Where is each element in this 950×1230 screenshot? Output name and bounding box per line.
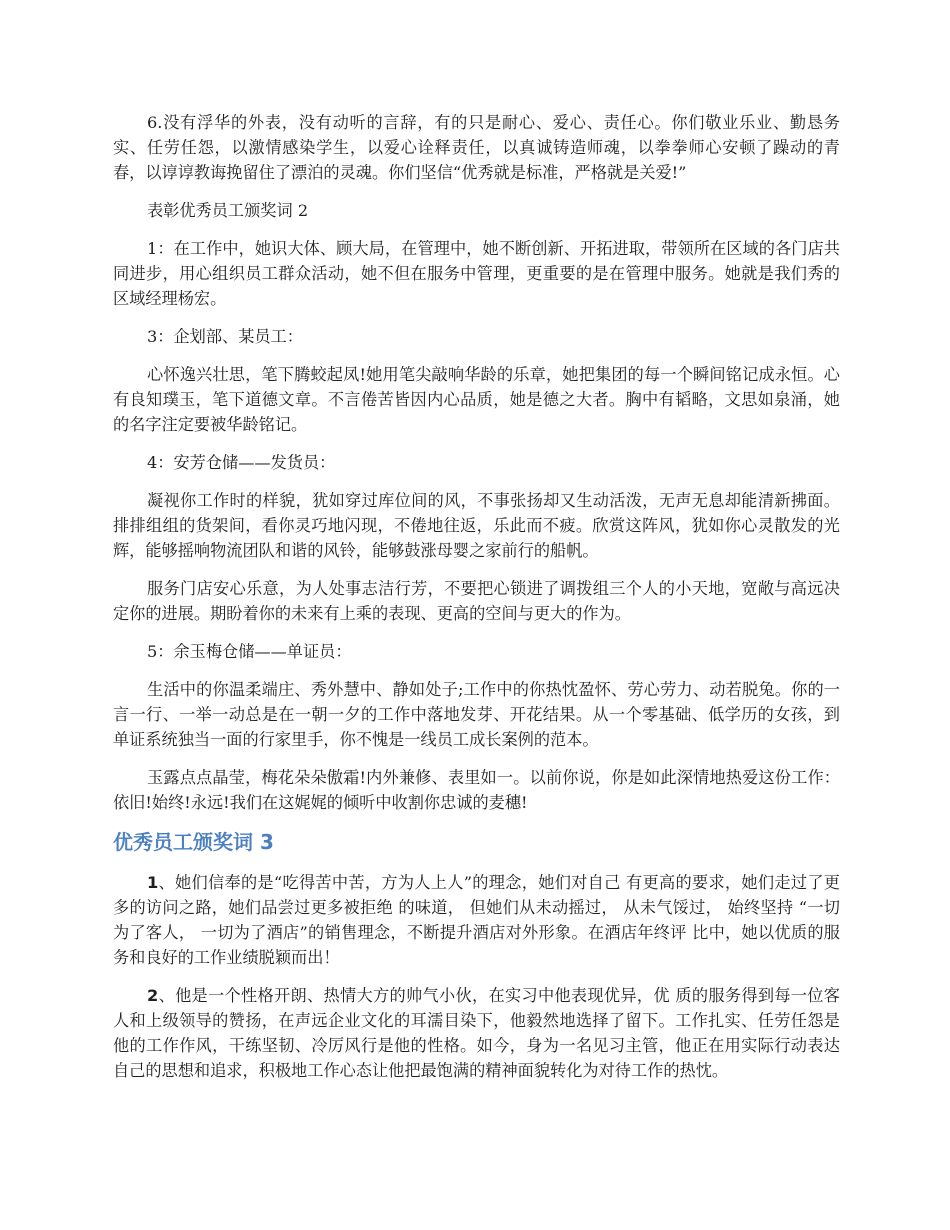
document-page <box>113 110 840 1096</box>
paragraph-item-5-body: 生活中的你温柔端庄、秀外慧中、静如处子;工作中的你热忱盈怀、劳心劳力、动若脱兔。你的一言一行、一举一动总是在一朝一夕的工作中落地发芽、开花结果。从一个零基础、低学历的女孩，到单证系统独当一面的行家里手，你不愧是一线员工成长案例的范本。 <box>113 680 840 749</box>
paragraph-item-1: 1：在工作中，她识大体、顾大局，在管理中，她不断创新、开拓进取，带领所在区域的各门店共同进步，用心组织员工群众活动，她不但在服务中管理，更重要的是在管理中服务。她就是我们秀的区域经理杨宏。 <box>113 239 840 308</box>
paragraph-item-5-body-2: 玉露点点晶莹，梅花朵朵傲霜!内外兼修、表里如一。以前你说，你是如此深情地热爱这份工作：依旧!始终!永远!我们在这娓娓的倾听中收割你忠诚的麦穗! <box>113 768 840 812</box>
paragraph-item-3-body: 心怀逸兴壮思，笔下腾蛟起凤!她用笔尖敲响华龄的乐章，她把集团的每一个瞬间铭记成永恒。心有良知璞玉，笔下道德文章。不言倦苦皆因内心品质，她是德之大者。胸中有韬略，文思如泉涌，她的名字注定要被华龄铭记。 <box>113 365 840 434</box>
paragraph-item-3-title: 3：企划部、某员工： <box>147 327 303 346</box>
paragraph-number: 1 <box>147 873 159 892</box>
section-heading: 优秀员工颁奖词 3 <box>113 830 274 854</box>
subheading-award-2: 表彰优秀员工颁奖词 2 <box>147 201 309 220</box>
paragraph-text: 、他是一个性格开朗、热情大方的帅气小伙，在实习中他表现优异，优 质的服务得到每一位客人和上级领导的赞扬，在声远企业文化的耳濡目染下，他毅然地选择了留下。工作扎实、任劳任怨是他的工作作风，干练坚韧、冷厉风行是他的性格。如今，身为一名见习主管，他正在用实际行动表达自己的思想和追求，积极地工作心态让他把最饱满的精神面貌转化为对待工作的热忱。 <box>113 986 840 1080</box>
paragraph-item-4-body-2: 服务门店安心乐意，为人处事志洁行芳，不要把心锁进了调拨组三个人的小天地，宽敞与高远决定你的进展。期盼着你的未来有上乘的表现、更高的空间与更大的作为。 <box>113 579 840 623</box>
paragraph-text: 、她们信奉的是“吃得苦中苦，方为人上人”的理念，她们对自己 有更高的要求，她们走过了更多的访问之路，她们品尝过更多被拒绝 的味道， 但她们从未动摇过， 从未气馁过， 始终坚持 “一切为了客人， 一切为了酒店”的销售理念，不断提升酒店对外形象。在酒店年终评 比中，她以优质的服务和良好的工作业绩脱颖而出！ <box>113 873 840 967</box>
paragraph-item-5-title: 5：余玉梅仓储——单证员： <box>147 642 352 661</box>
paragraph-item-4-title: 4：安芳仓储——发货员： <box>147 453 336 472</box>
paragraph-number: 2 <box>147 986 159 1005</box>
paragraph-teacher-award: 6.没有浮华的外表，没有动听的言辞，有的只是耐心、爱心、责任心。你们敬业乐业、勤恳务实、任劳任怨，以激情感染学生，以爱心诠释责任，以真诚铸造师魂，以拳拳师心安顿了躁动的青春，以谆谆教诲挽留住了漂泊的灵魂。你们坚信“优秀就是标准，严格就是关爱!” <box>113 113 840 182</box>
numbered-paragraph-2 <box>113 983 840 1083</box>
paragraph-item-4-body: 凝视你工作时的样貌，犹如穿过库位间的风，不事张扬却又生动活泼，无声无息却能清新拂面。排排组组的货架间，看你灵巧地闪现，不倦地往返，乐此而不疲。欣赏这阵风，犹如你心灵散发的光辉，能够摇响物流团队和谐的风铃，能够鼓涨母婴之家前行的船帆。 <box>113 491 840 560</box>
numbered-paragraph-1 <box>113 870 840 970</box>
